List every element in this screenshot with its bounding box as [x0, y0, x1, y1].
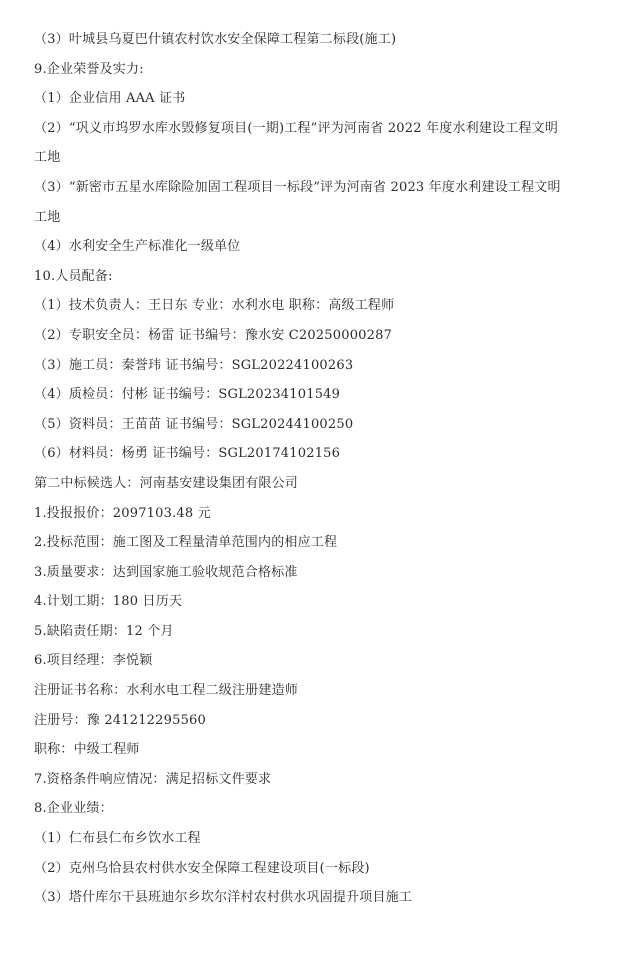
text-line: 4.计划工期：180 日历天 — [34, 594, 183, 610]
text-line: 7.资格条件响应情况：满足招标文件要求 — [34, 771, 272, 787]
text-line: （3）叶城县乌夏巴什镇农村饮水安全保障工程第二标段(施工) — [34, 32, 397, 47]
section-heading: 8.企业业绩： — [34, 801, 113, 817]
text-line: 注册号：豫 241212295560 — [34, 712, 206, 728]
staff-line: （3）施工员：秦誉玮 证书编号：SGL20224100263 — [34, 357, 354, 373]
text-line: 2.投标范围：施工图及工程量清单范围内的相应工程 — [34, 535, 338, 551]
candidate-heading: 第二中标候选人：河南基安建设集团有限公司 — [34, 475, 299, 491]
text-line: （1）仁布县仁布乡饮水工程 — [34, 831, 201, 847]
text-line: 3.质量要求：达到国家施工验收规范合格标准 — [34, 564, 298, 580]
text-line: （2）“巩义市坞罗水库水毁修复项目(一期)工程”评为河南省 2022 年度水利建设工程文明 — [34, 120, 559, 136]
section-heading: 10.人员配备: — [34, 268, 113, 284]
text-line: （4）水利安全生产标准化一级单位 — [34, 239, 241, 255]
staff-line: （1）技术负责人：王日东 专业：水利水电 职称：高级工程师 — [34, 298, 395, 314]
text-line: （3）塔什库尔干县班迪尔乡坎尔洋村农村供水巩固提升项目施工 — [34, 890, 413, 906]
text-line: 职称：中级工程师 — [34, 742, 140, 758]
text-line: 5.缺陷责任期：12 个月 — [34, 623, 174, 639]
text-line: 注册证书名称：水利水电工程二级注册建造师 — [34, 683, 299, 699]
text-line: 工地 — [34, 150, 61, 166]
text-line: （1）企业信用 AAA 证书 — [34, 91, 186, 107]
text-line: 1.投报报价：2097103.48 元 — [34, 505, 211, 521]
staff-line: （6）材料员：杨勇 证书编号：SGL20174102156 — [34, 446, 341, 462]
section-heading: 9.企业荣誉及实力: — [34, 61, 144, 77]
text-line: （2）克州乌恰县农村供水安全保障工程建设项目(一标段) — [34, 860, 370, 876]
staff-line: （5）资料员：王苗苗 证书编号：SGL20244100250 — [34, 416, 354, 432]
staff-line: （2）专职安全员：杨雷 证书编号：豫水安 C20250000287 — [34, 327, 393, 343]
staff-line: （4）质检员：付彬 证书编号：SGL20234101549 — [34, 387, 341, 403]
text-line: 6.项目经理：李悦颖 — [34, 653, 153, 669]
text-line: （3）“新密市五星水库除险加固工程项目一标段”评为河南省 2023 年度水利建设工程文明 — [34, 179, 561, 195]
text-line: 工地 — [34, 209, 61, 225]
document-body — [34, 25, 594, 913]
